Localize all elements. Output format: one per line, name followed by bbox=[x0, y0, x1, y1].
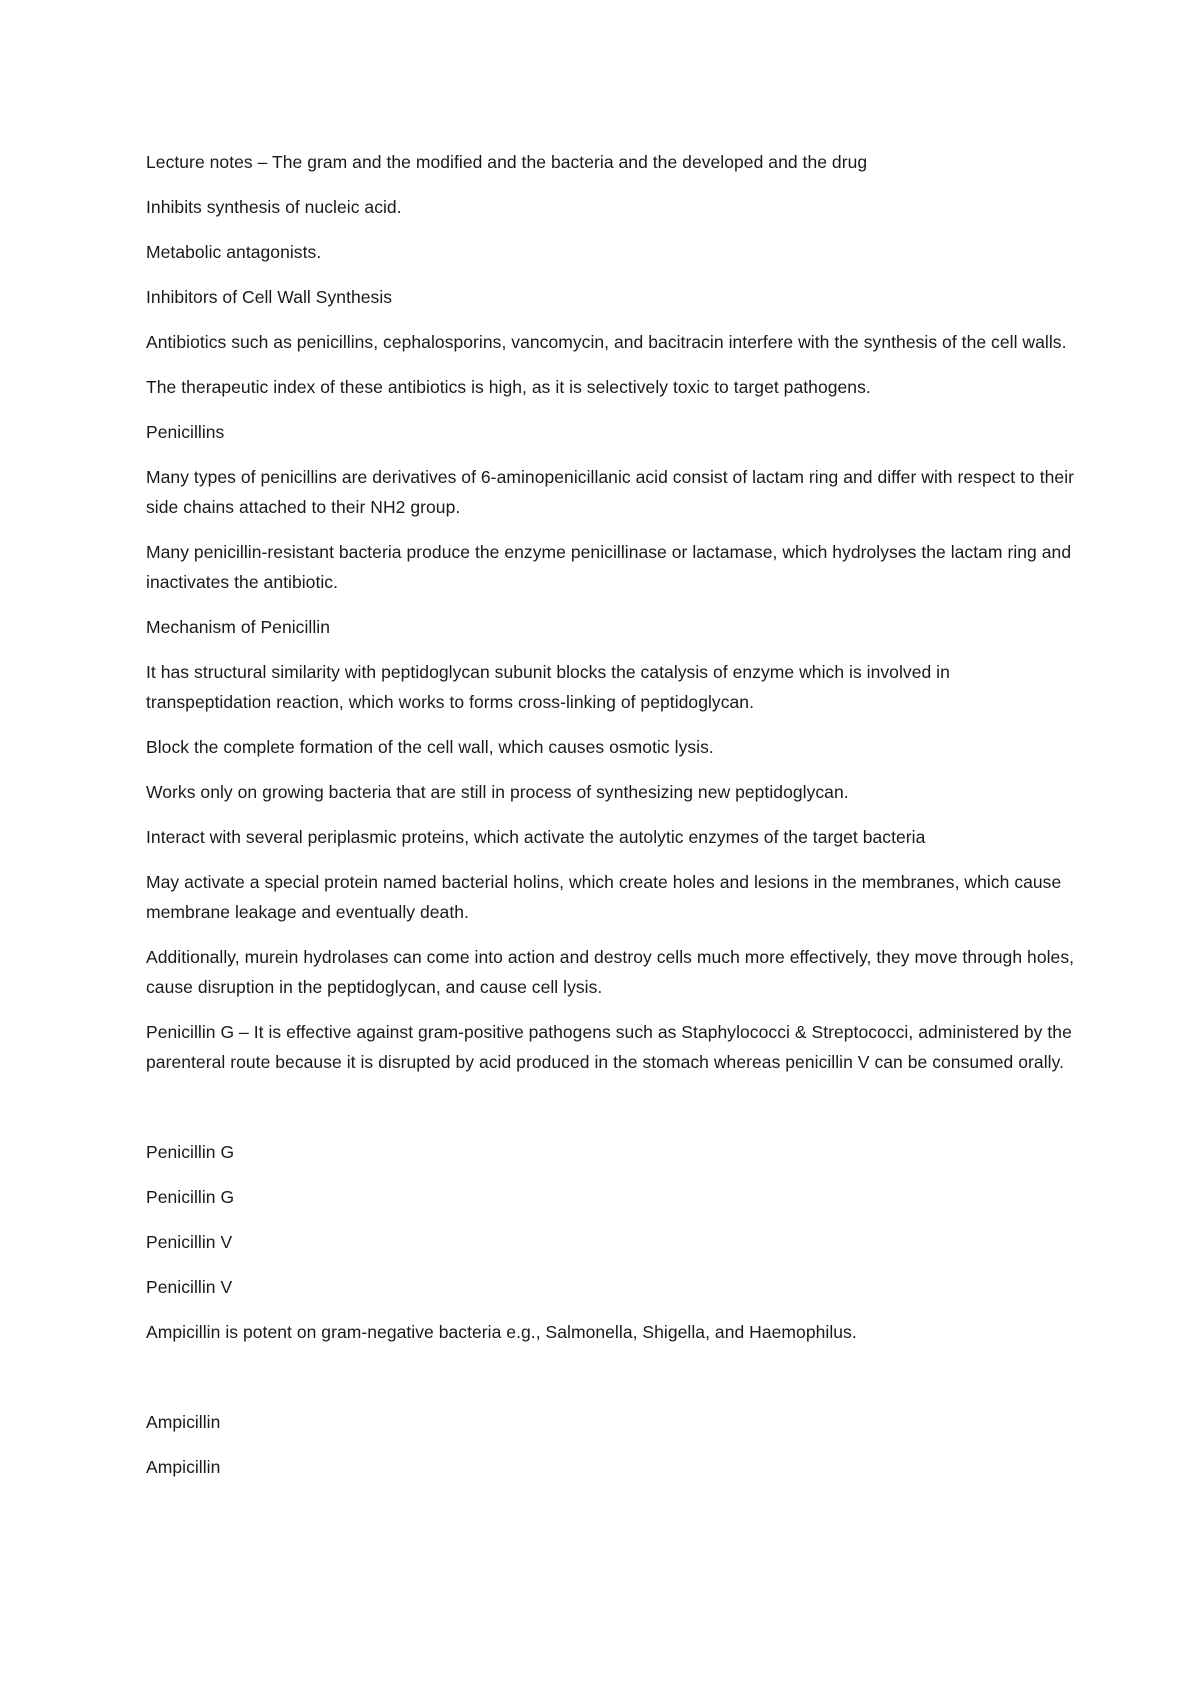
paragraph-ampicillin: Ampicillin is potent on gram-negative bacteria e.g., Salmonella, Shigella, and Haemophilus. bbox=[146, 1322, 857, 1342]
paragraph-holins: May activate a special protein named bacterial holins, which create holes and lesions in the membranes, which cause membrane leakage and eventually death. bbox=[146, 872, 1062, 922]
list-item: Ampicillin bbox=[146, 1412, 221, 1432]
paragraph-therapeutic-index: The therapeutic index of these antibiotics is high, as it is selectively toxic to target pathogens. bbox=[146, 377, 871, 397]
paragraph-structural-similarity: It has structural similarity with peptidoglycan subunit blocks the catalysis of enzyme which is involved in transpeptidation reaction, which works to forms cross-linking of peptidoglycan. bbox=[146, 662, 950, 712]
spacer bbox=[146, 1362, 1076, 1407]
paragraph-metabolic: Metabolic antagonists. bbox=[146, 242, 322, 262]
document-body bbox=[146, 147, 1076, 1497]
list-item: Penicillin G bbox=[146, 1187, 235, 1207]
paragraph-growing-bacteria: Works only on growing bacteria that are still in process of synthesizing new peptidoglycan. bbox=[146, 782, 849, 802]
lecture-title: Lecture notes – The gram and the modified and the bacteria and the developed and the drug bbox=[146, 152, 868, 172]
paragraph-penicillin-g: Penicillin G – It is effective against gram-positive pathogens such as Staphylococci & Streptococci, administered by the parenteral route because it is disrupted by acid produced in the stomach whereas penicillin V can be consumed orally. bbox=[146, 1022, 1072, 1072]
paragraph-murein: Additionally, murein hydrolases can come into action and destroy cells much more effectively, they move through holes, cause disruption in the peptidoglycan, and cause cell lysis. bbox=[146, 947, 1075, 997]
paragraph-nucleic-acid: Inhibits synthesis of nucleic acid. bbox=[146, 197, 402, 217]
paragraph-penicillin-resistant: Many penicillin-resistant bacteria produce the enzyme penicillinase or lactamase, which hydrolyses the lactam ring and inactivates the antibiotic. bbox=[146, 542, 1072, 592]
spacer bbox=[146, 1092, 1076, 1137]
paragraph-antibiotics: Antibiotics such as penicillins, cephalosporins, vancomycin, and bacitracin interfere with the synthesis of the cell walls. bbox=[146, 332, 1067, 352]
list-item: Penicillin V bbox=[146, 1232, 233, 1252]
list-item: Ampicillin bbox=[146, 1457, 221, 1477]
paragraph-penicillin-types: Many types of penicillins are derivatives of 6-aminopenicillanic acid consist of lactam ring and differ with respect to their side chains attached to their NH2 group. bbox=[146, 467, 1075, 517]
heading-penicillins: Penicillins bbox=[146, 422, 225, 442]
heading-mechanism: Mechanism of Penicillin bbox=[146, 617, 331, 637]
list-item: Penicillin G bbox=[146, 1142, 235, 1162]
paragraph-block-formation: Block the complete formation of the cell wall, which causes osmotic lysis. bbox=[146, 737, 714, 757]
heading-cell-wall-inhibitors: Inhibitors of Cell Wall Synthesis bbox=[146, 287, 393, 307]
paragraph-periplasmic: Interact with several periplasmic proteins, which activate the autolytic enzymes of the target bacteria bbox=[146, 827, 926, 847]
list-item: Penicillin V bbox=[146, 1277, 233, 1297]
